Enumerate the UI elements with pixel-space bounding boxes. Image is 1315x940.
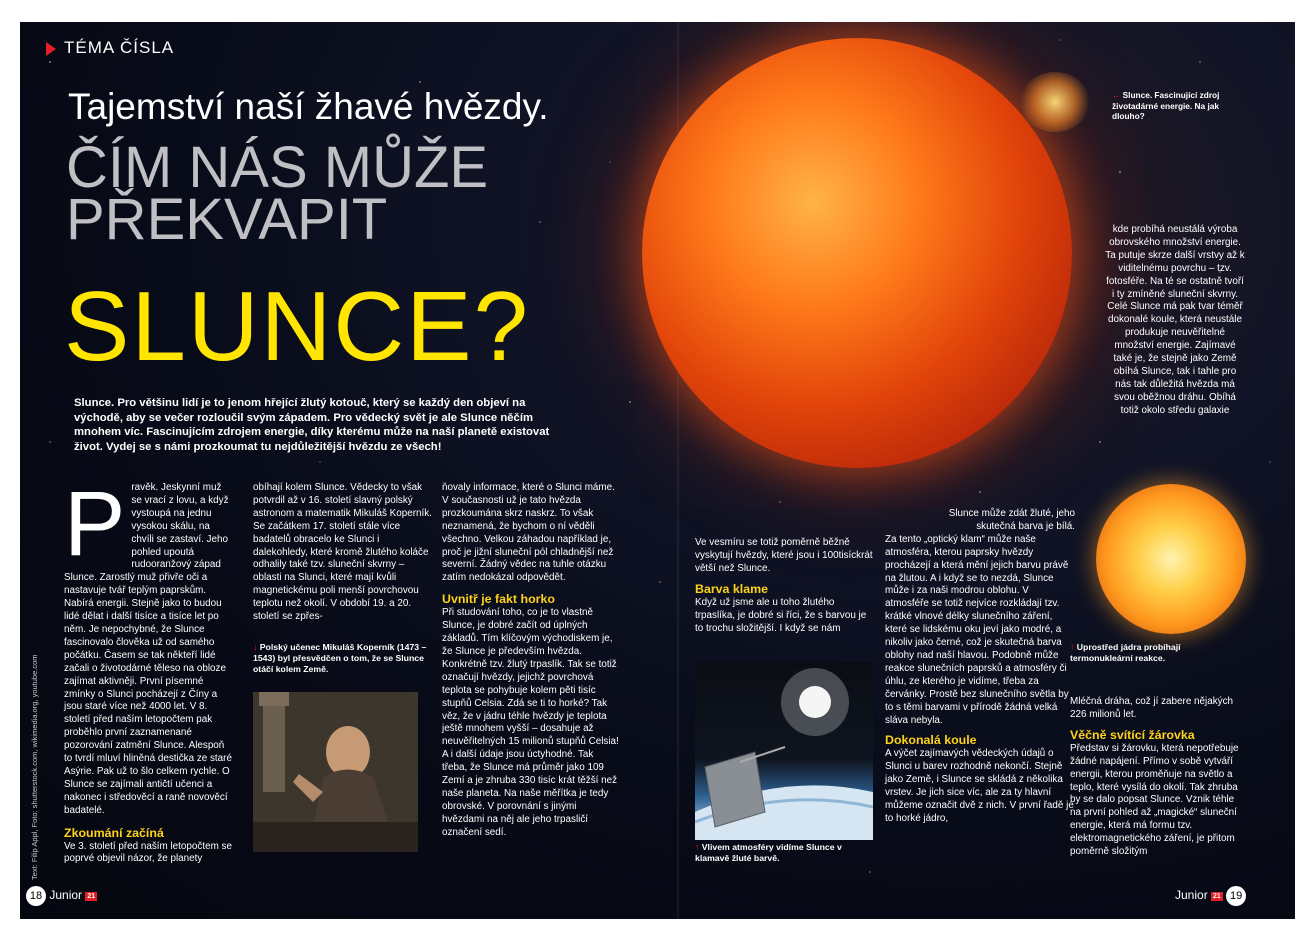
drop-cap: P	[64, 473, 126, 575]
subheading: Dokonalá koule	[885, 733, 977, 748]
section-arrow-icon	[46, 42, 56, 56]
footer-right	[1175, 886, 1246, 906]
body-text: Ve 3. století před naším letopočtem se poprvé objevil názor, že planety	[64, 840, 232, 865]
column-2	[253, 482, 433, 624]
subheading: Barva klame	[695, 581, 769, 596]
column-6-upper	[1105, 224, 1245, 418]
up-arrow-icon: ↑	[695, 842, 702, 852]
body-text: kde probíhá neustálá výroba obrovského množství energie. Ta putuje skrze další vrstvy až k viditelnému povrchu – tzv. fotosféře. Na té se ostatně tvoří i ty zmíněné sluneční skvrny. Celé Slunce má pak tvar téměř dokonalé koule, která neustále produkuje neuvěřitelné množství energie. Zajímavé také je, že stejně jako Země obíhá Slunce, tak i tahle pro nás tak důležitá hvězda má svou oběžnou dráhu. Obíhá totiž okolo středu galaxie	[1105, 224, 1245, 416]
headline-line2: ČÍM NÁS MŮŽE PŘEKVAPIT	[66, 135, 489, 252]
footer-left	[26, 886, 97, 906]
column-5	[885, 508, 1075, 826]
body-text: A výčet zajímavých vědeckých údajů o Slunci u barev rozhodně nekončí. Stejně jako Země, i Slunce se skládá z několika vrstev. Je jich sice víc, ale za ty hlavní můžeme označit dvě z nich. V první řadě je to horké jádro,	[885, 748, 1074, 824]
sun-image	[642, 38, 1072, 468]
brand-logo: 21	[1213, 892, 1221, 900]
subheading: Věčně svítící žárovka	[1070, 727, 1195, 742]
page-number: 19	[1226, 886, 1246, 906]
caption-sun: ← Slunce. Fascinující zdroj životadárné energie. Na jak dlouho?	[1112, 90, 1220, 121]
brand-name: Junior	[1175, 888, 1208, 903]
lead-paragraph: Slunce. Pro většinu lidí je to jenom hřející žlutý kotouč, který se každý den objeví na východě, aby se večer rozloučil svým západem. Pro vědecký svět je ale Slunce něčím mnohem víc. Fascinujícím zdrojem energie, díky kterému může na naší planetě existovat život. Vydej se s námi prozkoumat tu nejdůležitější hvězdu ze všech!	[74, 397, 550, 453]
kopernik-painting	[253, 692, 418, 852]
left-arrow-icon: ←	[1112, 90, 1123, 100]
page-number: 18	[26, 886, 46, 906]
body-text: Představ si žárovku, která nepotřebuje žádné napájení. Přímo v sobě vytváří energii, kterou proměňuje na světlo a teplo, které vysílá do okolí. Tak zhruba by se dalo popsat Slunce. Vznik téhle na první pohled až „magické“ sluneční energie, která má formu tzv. elektromagnetického záření, je přitom poměrně složitým	[1070, 742, 1239, 858]
headline-line1: Tajemství naší žhavé hvězdy.	[68, 86, 549, 127]
body-text: ravěk. Jeskynní muž se vrací z lovu, a když vystoupá na jednu vysokou skálu, na chvíli se zastaví. Jeho pohled upoutá rudooranžový západ Slunce. Zarostlý muž přivře oči a nastavuje tvář teplým paprskům. Nabírá energii. Stejně jako to budou lidé dělat i další tisíce a tisíce let po něm. Je nepochybné, že Slunce fascinovalo člověka už od samého počátku. Časem se tak někteří lidé začali o životodárné těleso na obloze zajímat aktivněji. První písemné zmínky o Slunci pocházejí z Číny a jsou staré více než 4000 let. V 8. století před naším letopočtem pak proběhlo první zaznamenané pozorování zatmění Slunce. Alespoň to tvrdí mluví hliněná destička ze staré Asýrie. Pak už to šlo celkem rychle. O Slunce se zajímali antičtí učenci a nakonec i středověcí a raně novověcí badatelé.	[64, 482, 232, 816]
column-4	[695, 537, 875, 635]
photo-credit: Text: Filip Appl, Foto: shutterstock.com, wikimedia.org, youtube.com	[30, 654, 39, 880]
up-arrow-icon: ↑	[1070, 642, 1077, 652]
column-1	[64, 473, 232, 866]
body-text: Když už jsme ale u toho žlutého trpaslíka, je dobré si říci, že s barvou je to trochu složitější. I když se nám	[695, 596, 867, 634]
body-text: Ve vesmíru se totiž poměrně běžně vyskytují hvězdy, které jsou i 100tisíckrát větší než Slunce.	[695, 537, 873, 574]
solar-flare	[1020, 72, 1090, 132]
brand-name: Junior	[49, 888, 83, 903]
caption-atmosphere: ↑ Vlivem atmosféry vidíme Slunce v klamavě žluté barvě.	[695, 842, 842, 863]
body-text: obíhají kolem Slunce. Vědecky to však potvrdil až v 16. století slavný polský astronom a matematik Mikuláš Koperník. Se začátkem 17. století stále více badatelů obracelo ke Slunci i dalekohledy, které kromě žlutého koláče odhalily také tzv. sluneční skvrny – oblasti na Slunci, které mají kvůli magnetickému poli menší povrchovou teplotu než okolí. V období 19. a 20. století se zpřes-	[253, 482, 432, 623]
body-text: Za tento „optický klam“ může naše atmosféra, kterou paprsky hvězdy procházejí a která mění jejich barvu právě na žlutou. A i když se to nezdá, Slunce může i za naši modrou oblohu. V atmosféře se totiž nejvíce rozkládají tzv. krátké vlnové délky slunečního záření, které se lidskému oku jeví jako modré, a nikoliv jako černé, což je skutečná barva oblohy nad naší hlavou. Podobně může reakce slunečních paprsků a atmosféry či úhlu, ze kterého je vidíme, třeba za červánky. Prostě bez slunečního světla by to s těmi barvami v přírodě žádná velká sláva nebyla.	[885, 533, 1069, 726]
body-text: Při studování toho, co je to vlastně Slunce, je dobré začít od úplných základů. Tím klíčovým východiskem je, že Slunce je především hvězda. Konkrétně tzv. žlutý trpaslík. Tak se totiž označují hvězdy, jejichž povrchová teplota se pohybuje kolem pěti tisíc stupňů Celsia. Zdá se ti to horké? Tak věz, že v jádru téhle hvězdy je teplota ještě mnohem vyšší – dosahuje až neuvěřitelných 15 milionů stupňů Celsia! A i další údaje jsou úctyhodné. Tak třeba, že Slunce má průměr jako 109 Zemí a je zhruba 330 tisíc krát těžší než naše planeta. Na naše měřítka je tedy obrovské. V porovnání s jinými hvězdami na něj ale jeho trpasličí označení sedí.	[442, 607, 619, 838]
column-6-lower	[1070, 696, 1242, 859]
caption-kopernik: ↓ Polský učenec Mikuláš Koperník (1473 – 1543) byl přesvědčen o tom, že se Slunce otáčí kolem Země.	[253, 642, 427, 674]
sun-core-image	[1096, 484, 1246, 634]
subheading: Uvnitř je fakt horko	[442, 592, 555, 607]
brand-logo: 21	[87, 892, 96, 900]
space-station-photo	[695, 662, 873, 840]
section-label: TÉMA ČÍSLA	[46, 38, 174, 58]
body-text: ňovaly informace, které o Slunci máme. V současnosti už je tato hvězda prozkoumána skrz naskrz. To však neznamená, že bychom o ní věděli všechno. Velkou záhadou například je, proč je jižní sluneční pól chladnější než severní. Žádný vědec na tuhle otázku zatím nedokázal odpovědět.	[442, 482, 615, 584]
headline-slunce: SLUNCE?	[64, 271, 531, 381]
subheading: Zkoumání začíná	[64, 825, 164, 840]
caption-core: ↑ Uprostřed jádra probíhají termonukleární reakce.	[1070, 642, 1181, 663]
body-text: Slunce může zdát žluté, jeho skutečná barva je bílá.	[948, 508, 1075, 532]
magazine-spread	[20, 22, 1295, 919]
column-3	[442, 482, 620, 840]
down-arrow-icon: ↓	[253, 642, 260, 652]
body-text: Mléčná dráha, což jí zabere nějakých 226 milionů let.	[1070, 696, 1234, 720]
